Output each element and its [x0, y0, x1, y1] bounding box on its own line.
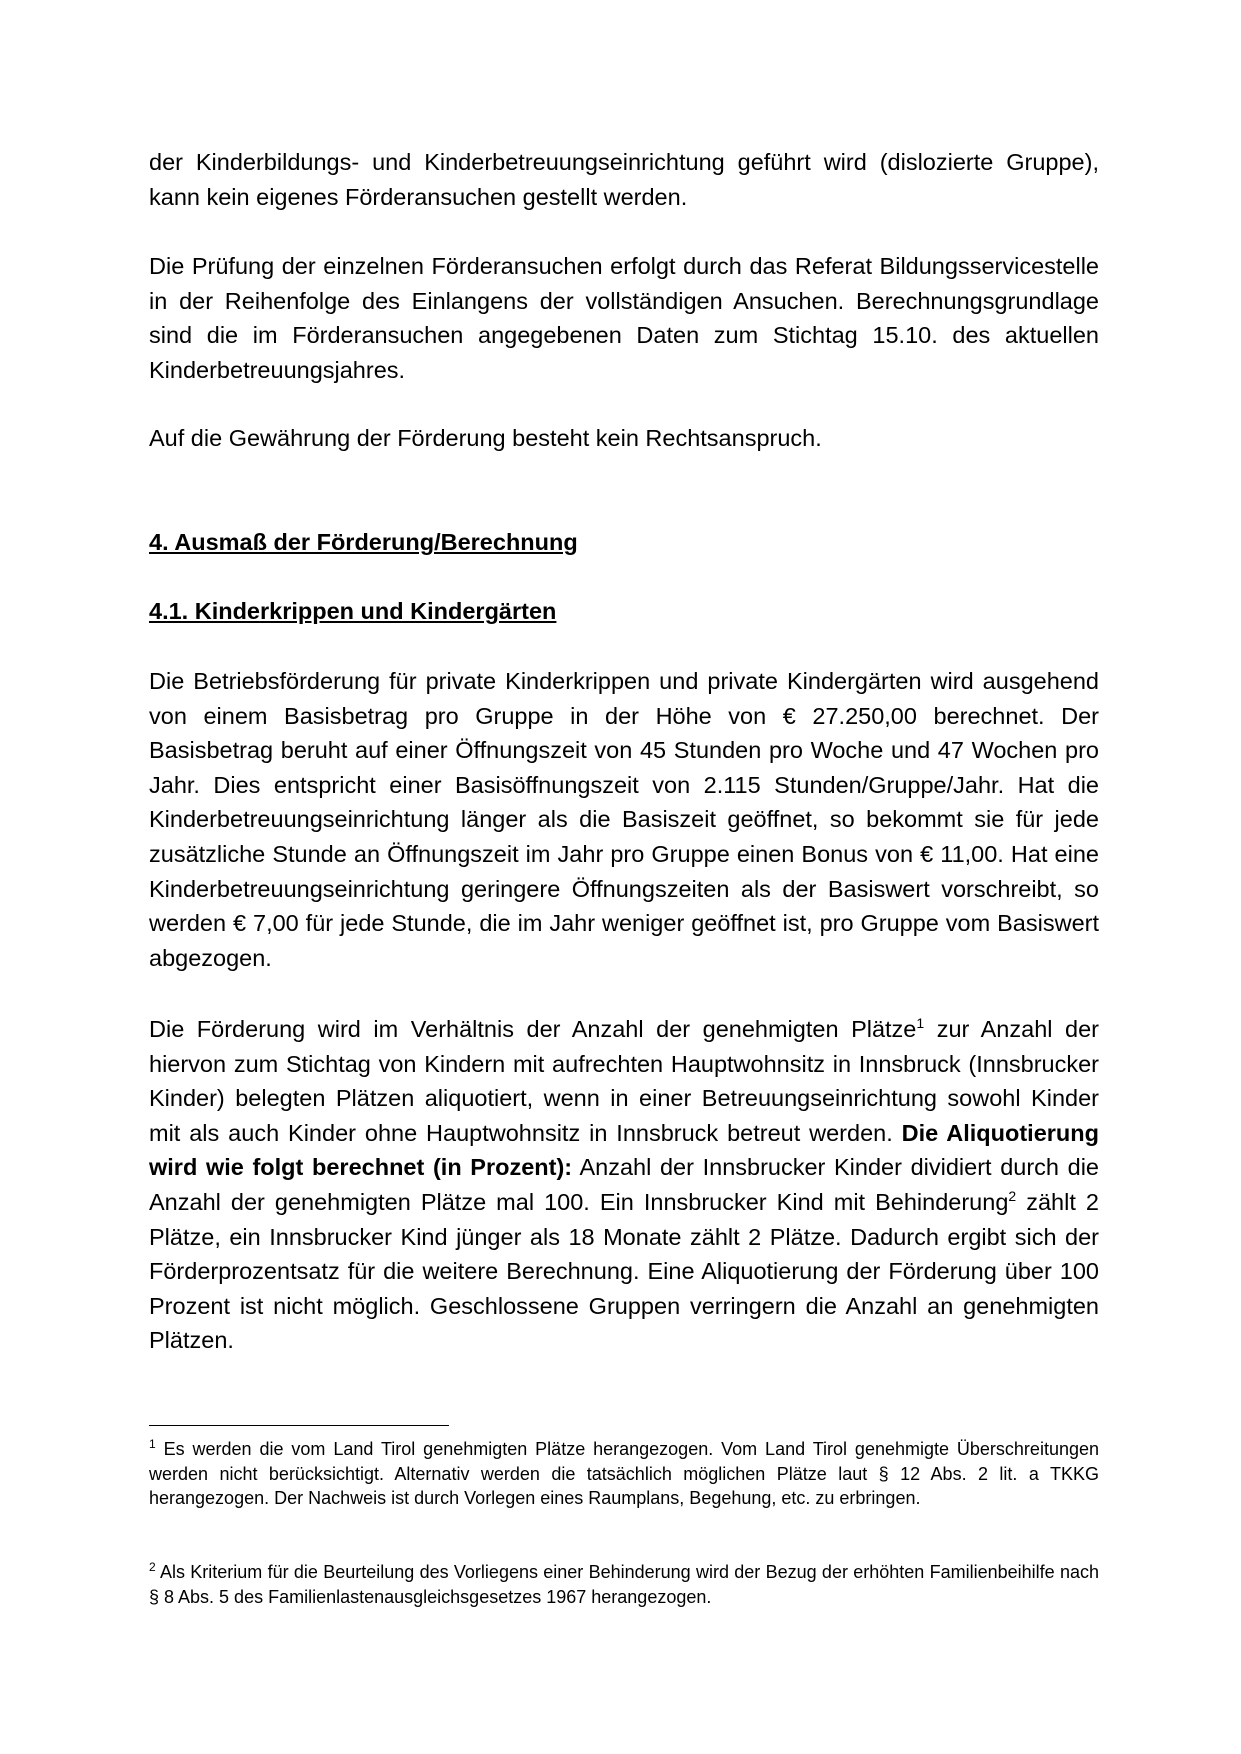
aliquotation-text-part-2: zur Anzahl der hiervon zum Stichtag von Kindern mit aufrechten Hauptwohnsitz in Innsbruck (Innsbrucker Kinder) belegten Plätzen aliquotiert, wenn in einer Betreuungseinrichtung sowohl Kinder mit als auch Kinder ohne Hauptwohnsitz in Innsbruck betreut werden. — [149, 1016, 1099, 1146]
footnote-reference-2: 2 — [1008, 1188, 1017, 1205]
footnote-reference-1: 1 — [916, 1015, 925, 1032]
aliquotation-text-part-3: Anzahl der Innsbrucker Kinder dividiert durch die Anzahl der genehmigten Plätze mal 100. Ein Innsbrucker Kind mit Behinderung — [149, 1154, 1099, 1215]
aliquotation-formula-label: Die Aliquotierung wird wie folgt berechnet (in Prozent): — [149, 1119, 1099, 1181]
footnote-1 — [149, 1437, 1099, 1511]
paragraph-dislocated-group: der Kinderbildungs- und Kinderbetreuungseinrichtung geführt wird (dislozierte Gruppe), kann kein eigenes Förderansuchen gestellt werden. — [149, 149, 1099, 210]
footnote-separator — [149, 1425, 449, 1426]
aliquotation-text-part-1: Die Förderung wird im Verhältnis der Anzahl der genehmigten Plätze — [149, 1016, 917, 1042]
footnote-2 — [149, 1560, 1099, 1609]
footnote-2-text: Als Kriterium für die Beurteilung des Vorliegens einer Behinderung wird der Bezug der erhöhten Familienbeihilfe nach § 8 Abs. 5 des Familienlastenausgleichsgesetzes 1967 herangezogen. — [149, 1562, 1099, 1607]
section-heading: 4. Ausmaß der Förderung/Berechnung — [149, 529, 578, 555]
aliquotation-text-part-4: zählt 2 Plätze, ein Innsbrucker Kind jünger als 18 Monate zählt 2 Plätze. Dadurch ergibt sich der Förderprozentsatz für die weitere Berechnung. Eine Aliquotierung der Förderung über 100 Prozent ist nicht möglich. Geschlossene Gruppen verringern die Anzahl an genehmigten Plätzen. — [149, 1188, 1099, 1354]
subsection-heading: 4.1. Kinderkrippen und Kindergärten — [149, 598, 557, 624]
footnote-2-mark: 2 — [149, 1560, 156, 1574]
paragraph-no-legal-claim: Auf die Gewährung der Förderung besteht kein Rechtsanspruch. — [149, 425, 822, 451]
paragraph-base-amount: Die Betriebsförderung für private Kinderkrippen und private Kindergärten wird ausgehend von einem Basisbetrag pro Gruppe in der Höhe von € 27.250,00 berechnet. Der Basisbetrag beruht auf einer Öffnungszeit von 45 Stunden pro Woche und 47 Wochen pro Jahr. Dies entspricht einer Basisöffnungszeit von 2.115 Stunden/Gruppe/Jahr. Hat die Kinderbetreuungseinrichtung länger als die Basiszeit geöffnet, so bekommt sie für jede zusätzliche Stunde an Öffnungszeit im Jahr pro Gruppe einen Bonus von € 11,00. Hat eine Kinderbetreuungseinrichtung geringere Öffnungszeiten als der Basiswert vorschreibt, so werden € 7,00 für jede Stunde, die im Jahr weniger geöffnet ist, pro Gruppe vom Basiswert abgezogen. — [149, 668, 1099, 971]
paragraph-review-process: Die Prüfung der einzelnen Förderansuchen erfolgt durch das Referat Bildungsservicestelle in der Reihenfolge des Einlangens der vollständigen Ansuchen. Berechnungsgrundlage sind die im Förderansuchen angegebenen Daten zum Stichtag 15.10. des aktuellen Kinderbetreuungsjahres. — [149, 253, 1099, 383]
paragraph-aliquotation — [149, 1012, 1099, 1358]
footnote-1-text: Es werden die vom Land Tirol genehmigten Plätze herangezogen. Vom Land Tirol genehmigte Überschreitungen werden nicht berücksichtigt. Alternativ werden die tatsächlich möglichen Plätze laut § 12 Abs. 2 lit. a TKKG herangezogen. Der Nachweis ist durch Vorlegen eines Raumplans, Begehung, etc. zu erbringen. — [149, 1439, 1099, 1508]
footnote-1-mark: 1 — [149, 1437, 156, 1451]
